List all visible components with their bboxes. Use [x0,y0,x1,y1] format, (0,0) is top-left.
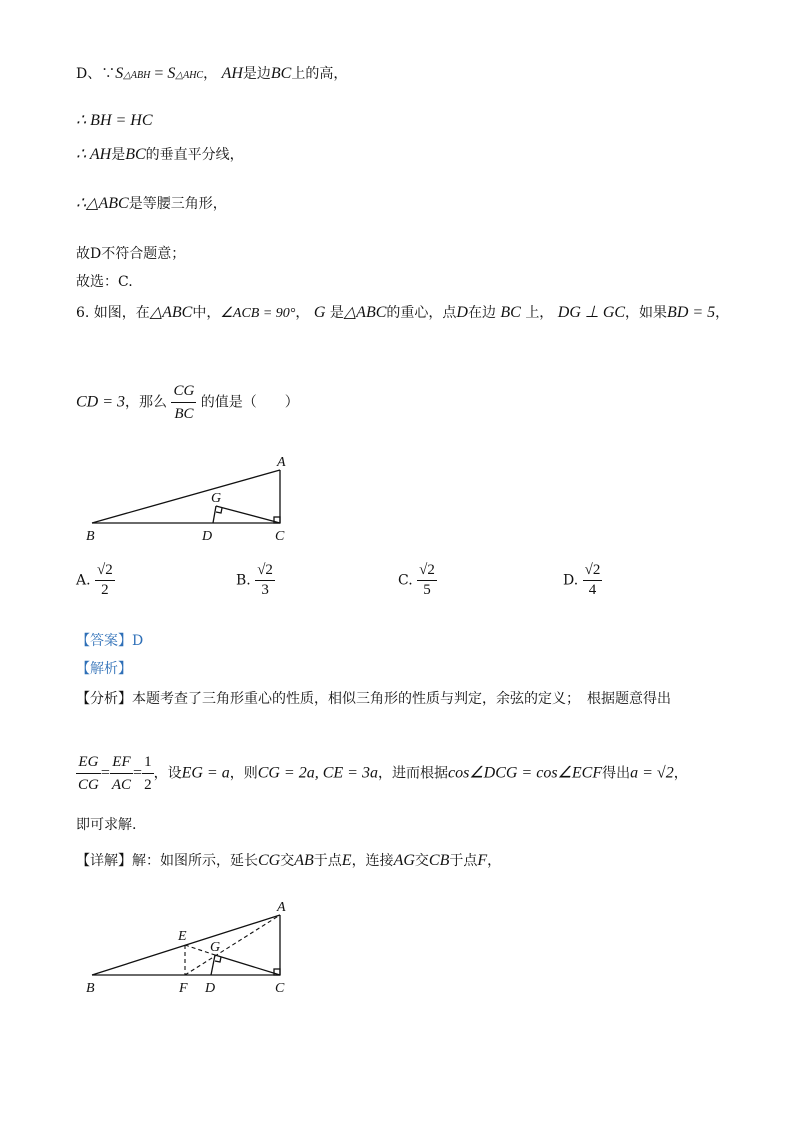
option-fraction [583,562,603,599]
text: ，进而根据 [377,765,448,782]
math-ag: AG [393,852,415,869]
text: ， [295,305,310,321]
label-g: G [210,940,221,955]
fraction-numerator: EF [112,754,131,770]
option-c[interactable] [398,562,437,599]
option-letter: B. [236,572,251,589]
segment-fa [185,915,280,975]
option-fraction [95,562,115,599]
fraction-denominator: BC [171,402,196,424]
text: 在边 [467,305,496,321]
segment-dg [213,506,216,523]
fraction-denominator: 3 [255,580,275,599]
fraction-denominator: 5 [417,580,437,599]
text: 上， [525,305,554,321]
fraction-denominator: 4 [583,580,603,599]
area-sub-2: △AHC [175,70,204,81]
label-c: C [275,981,285,996]
text: 于点 [449,853,478,869]
text: 交 [280,853,295,869]
math-cd: CD = 3 [76,393,126,411]
math-cg-ce: CG = 2a, CE = 3a [257,764,378,782]
area-symbol-2: S [167,65,176,82]
fraction-numerator: 1 [144,754,152,770]
equals: = [100,764,110,782]
segment-gc [216,506,280,523]
math-cos: cos∠DCG = cos∠ECF [447,764,603,782]
math-ah: ∴ AH [76,146,112,163]
math-e: E [341,852,352,869]
area-symbol: S [115,65,124,82]
fraction-numerator: √2 [257,562,273,578]
equals: = [133,764,143,782]
label-f: F [179,981,188,996]
fraction-denominator: AC [110,773,133,795]
math-f: F [477,852,488,869]
question-6-line-1 [76,303,729,324]
because-symbol: ∵ [101,66,116,82]
math-g: G [313,304,326,321]
text: 得出 [602,765,631,782]
math-cb: CB [428,852,450,869]
text: 交 [414,853,429,869]
segment-bc: BC [270,65,292,82]
fraction-numerator: EG [78,754,99,770]
math-bc: BC [125,146,146,163]
option-d[interactable] [563,562,602,599]
label-d: D [202,529,213,544]
right-angle-g [215,957,221,962]
option-fraction [255,562,275,599]
fraction-denominator: 2 [95,580,115,599]
prev-line-6: 故选：C. [76,274,133,290]
question-6-line-2 [76,381,299,424]
label-d: D [205,981,216,996]
fraction-denominator: 2 [142,773,154,795]
option-letter: A. [76,572,91,589]
fraction-numerator: CG [173,383,195,399]
fraction-numerator: √2 [97,562,113,578]
label-a: A [277,900,286,915]
option-b[interactable] [236,562,275,599]
math-triangle: △ABC [149,304,193,321]
math-angle: ∠ACB = 90° [220,306,296,321]
fraction-numerator: √2 [584,562,601,578]
fraction-cg-bc [171,381,196,424]
math-perp: DG ⊥ GC [557,304,626,321]
math-cg: CG [258,852,281,869]
right-angle-g [216,508,222,513]
figure-1-triangle [80,450,310,550]
text: 是 [329,305,344,321]
text: ，则 [229,765,258,782]
option-fraction [417,562,437,599]
text-is: 是 [111,147,126,163]
text: 的值是（ ） [200,394,299,411]
text-is-side: 是边 [242,66,271,82]
question-number: 6. 如图，在 [76,305,150,321]
math-triangle: △ABC [343,304,387,321]
detail-line [76,851,501,871]
text: ，如果 [625,305,668,321]
text: ，连接 [351,853,394,869]
text-height: 上的高， [291,66,348,82]
segment-ah: AH [221,65,243,82]
prev-line-3 [76,145,244,165]
fraction-numerator: √2 [419,562,435,578]
math-triangle: ∴△ABC [76,195,129,212]
label-e: E [178,929,187,944]
text: ， [715,305,730,321]
label-a: A [277,455,286,470]
math-a: a = √2 [630,764,674,782]
text: ，那么 [125,394,168,411]
fraction-eg-cg [76,752,101,795]
figure-2-triangle [80,895,310,1000]
option-letter: D. [563,572,579,589]
comma: ， [203,66,218,82]
text-isosceles: 是等腰三角形， [128,196,227,212]
text-bisector: 的垂直平分线， [145,147,244,163]
label-b: B [86,981,95,996]
prev-line-1 [76,64,347,86]
label-b: B [86,529,95,544]
fenxi-formula-line [76,752,688,795]
text: ， [673,765,688,782]
math-d: D [456,304,468,321]
text: 于点 [313,853,342,869]
fraction-half [142,752,154,795]
option-a[interactable] [76,562,115,599]
text: 的重心，点 [386,305,457,321]
text: 【详解】解：如图所示，延长 [76,853,258,869]
option-letter: C. [398,572,413,589]
math-bd: BD = 5 [667,304,716,321]
prev-line-5: 故D不符合题意； [76,246,186,262]
text: ， [487,853,502,869]
math-bc: BC [500,304,521,321]
label-g: G [211,491,222,506]
prev-line-2: ∴ BH = HC [76,112,153,129]
analysis-heading: 【解析】 [76,661,132,677]
fenxi-line: 【分析】本题考查了三角形重心的性质，相似三角形的性质与判定，余弦的定义； 根据题意得出 [76,691,671,707]
fraction-ef-ac [110,752,133,795]
option-d-prefix: D、 [76,66,102,82]
math-eg: EG = a [181,764,230,782]
text: 中， [192,305,221,321]
fenxi-end: 即可求解. [76,817,137,833]
segment-gc [215,955,280,975]
label-c: C [275,529,285,544]
equals: = [150,65,168,82]
text: ，设 [153,765,182,782]
area-sub: △ABH [123,70,151,81]
fraction-denominator: CG [76,773,101,795]
prev-line-4 [76,194,227,214]
answer-line: 【答案】D [76,633,144,649]
math-ab: AB [294,852,314,869]
